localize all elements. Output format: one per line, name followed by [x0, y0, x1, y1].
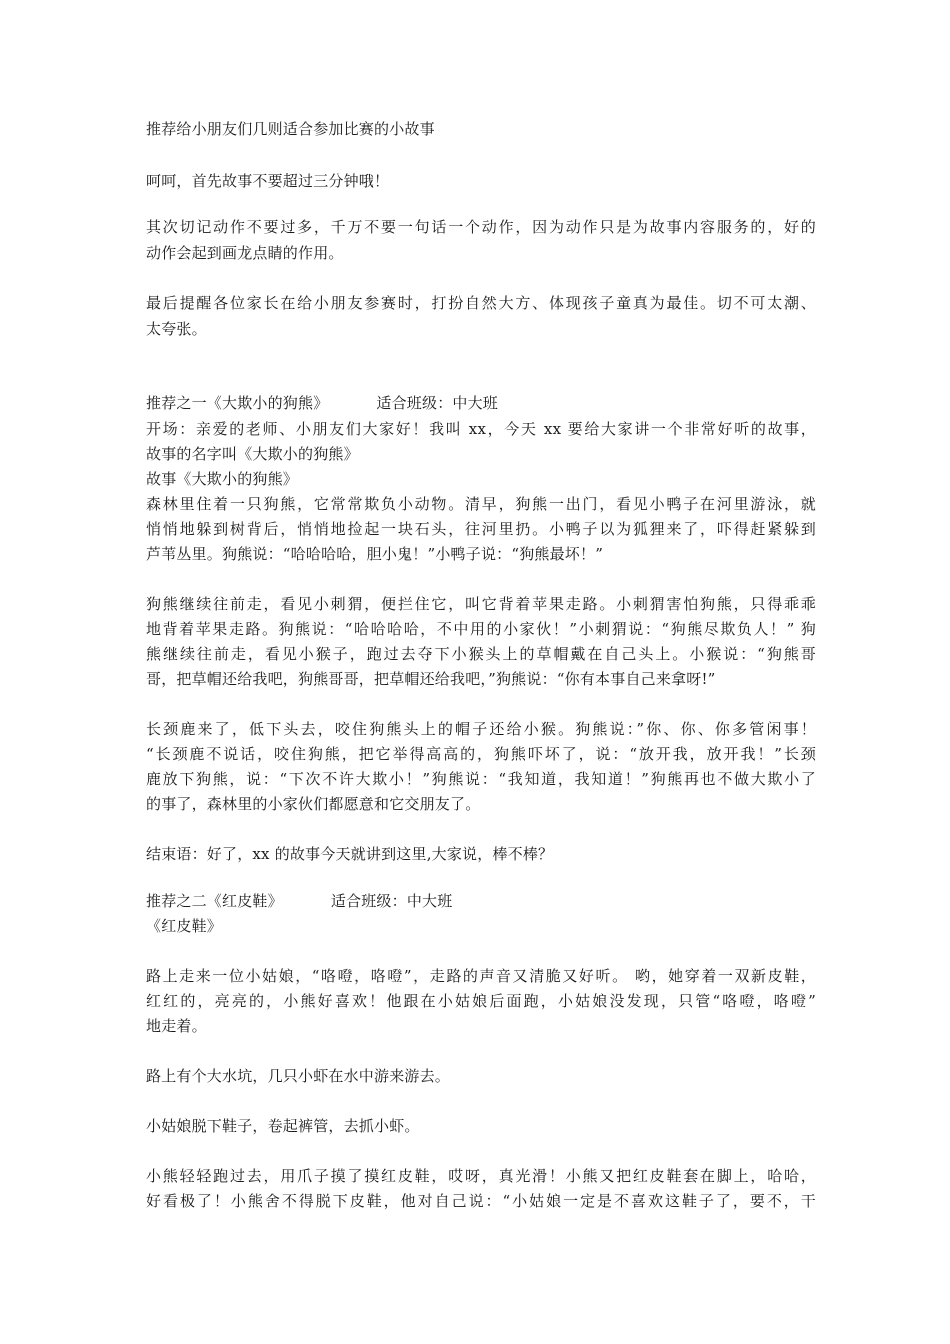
story2-heading: 推荐之二《红皮鞋》 — [146, 892, 283, 910]
story1-line: 芦苇丛里。狗熊说：“哈哈哈哈，胆小鬼！”小鸭子说：“狗熊最坏！” — [146, 545, 604, 563]
story1-line: 狗熊继续往前走，看见小刺猬，便拦住它，叫它背着苹果走路。小刺猬害怕狗熊，只得乖乖 — [146, 595, 816, 613]
story1-heading-row — [146, 390, 816, 416]
story1-line: 悄悄地躲到树背后，悄悄地捡起一块石头，往河里扔。小鸭子以为狐狸来了，吓得赶紧躲到 — [146, 520, 816, 538]
story1-ending: 结束语：好了，xx 的故事今天就讲到这里,大家说，棒不棒？ — [146, 845, 554, 863]
story1-line: 地背着苹果走路。狗熊说：“哈哈哈哈，不中用的小家伙！”小刺猬说：“狗熊尽欺负人！” 狗 — [146, 620, 816, 638]
story2-subtitle: 《红皮鞋》 — [146, 917, 223, 935]
story2-line: 路上走来一位小姑娘，“咯噔，咯噔”，走路的声音又清脆又好听。 哟，她穿着一双新皮鞋， — [146, 967, 816, 985]
intro-line: 呵呵，首先故事不要超过三分钟哦！ — [146, 172, 390, 190]
story1-line: 森林里住着一只狗熊，它常常欺负小动物。清早，狗熊一出门，看见小鸭子在河里游泳，就 — [146, 495, 816, 513]
story2-line: 红红的，亮亮的，小熊好喜欢！他跟在小姑娘后面跑，小姑娘没发现，只管“咯噔，咯噔” — [146, 992, 816, 1010]
story2-line: 地走着。 — [146, 1017, 207, 1035]
story2-heading-row — [146, 888, 816, 914]
story1-line: 熊继续往前走，看见小猴子，跑过去夺下小猴头上的草帽戴在自己头上。小猴说：“狗熊哥 — [146, 645, 816, 663]
intro-line: 太夸张。 — [146, 320, 207, 338]
story1-line: 长颈鹿来了，低下头去，咬住狗熊头上的帽子还给小猴。狗熊说：”你、你、你多管闲事！ — [146, 720, 816, 738]
story2-line: 好看极了！小熊舍不得脱下皮鞋，他对自己说：“小姑娘一定是不喜欢这鞋子了，要不，干 — [146, 1192, 816, 1210]
story1-line: 哥，把草帽还给我吧，狗熊哥哥，把草帽还给我吧，”狗熊说：“你有本事自己来拿呀!” — [146, 670, 716, 688]
intro-line: 其次切记动作不要过多，千万不要一句话一个动作，因为动作只是为故事内容服务的，好的 — [146, 218, 816, 236]
story1-line: “长颈鹿不说话，咬住狗熊，把它举得高高的，狗熊吓坏了，说：“放开我，放开我！”长颈 — [146, 745, 816, 763]
story2-line: 小姑娘脱下鞋子，卷起裤管，去抓小虾。 — [146, 1117, 420, 1135]
story1-heading: 推荐之一《大欺小的狗熊》 — [146, 394, 329, 412]
story1-line: 的事了，森林里的小家伙们都愿意和它交朋友了。 — [146, 795, 481, 813]
document-title: 推荐给小朋友们几则适合参加比赛的小故事 — [146, 120, 435, 138]
story2-grade: 适合班级：中大班 — [330, 892, 453, 910]
story1-line: 鹿放下狗熊，说：“下次不许大欺小！”狗熊说：“我知道，我知道！”狗熊再也不做大欺小了 — [146, 770, 816, 788]
intro-line: 动作会起到画龙点睛的作用。 — [146, 244, 344, 262]
story1-line: 故事的名字叫《大欺小的狗熊》 — [146, 445, 359, 463]
story2-line: 路上有个大水坑，几只小虾在水中游来游去。 — [146, 1067, 451, 1085]
story2-line: 小熊轻轻跑过去，用爪子摸了摸红皮鞋，哎呀，真光滑！小熊又把红皮鞋套在脚上，哈哈， — [146, 1167, 816, 1185]
story1-line: 故事《大欺小的狗熊》 — [146, 470, 299, 488]
intro-line: 最后提醒各位家长在给小朋友参赛时，打扮自然大方、体现孩子童真为最佳。切不可太潮、 — [146, 294, 816, 312]
story1-grade: 适合班级：中大班 — [376, 394, 499, 412]
story1-line: 开场：亲爱的老师、小朋友们大家好！我叫 xx，今天 xx 要给大家讲一个非常好听的故事， — [146, 420, 816, 438]
